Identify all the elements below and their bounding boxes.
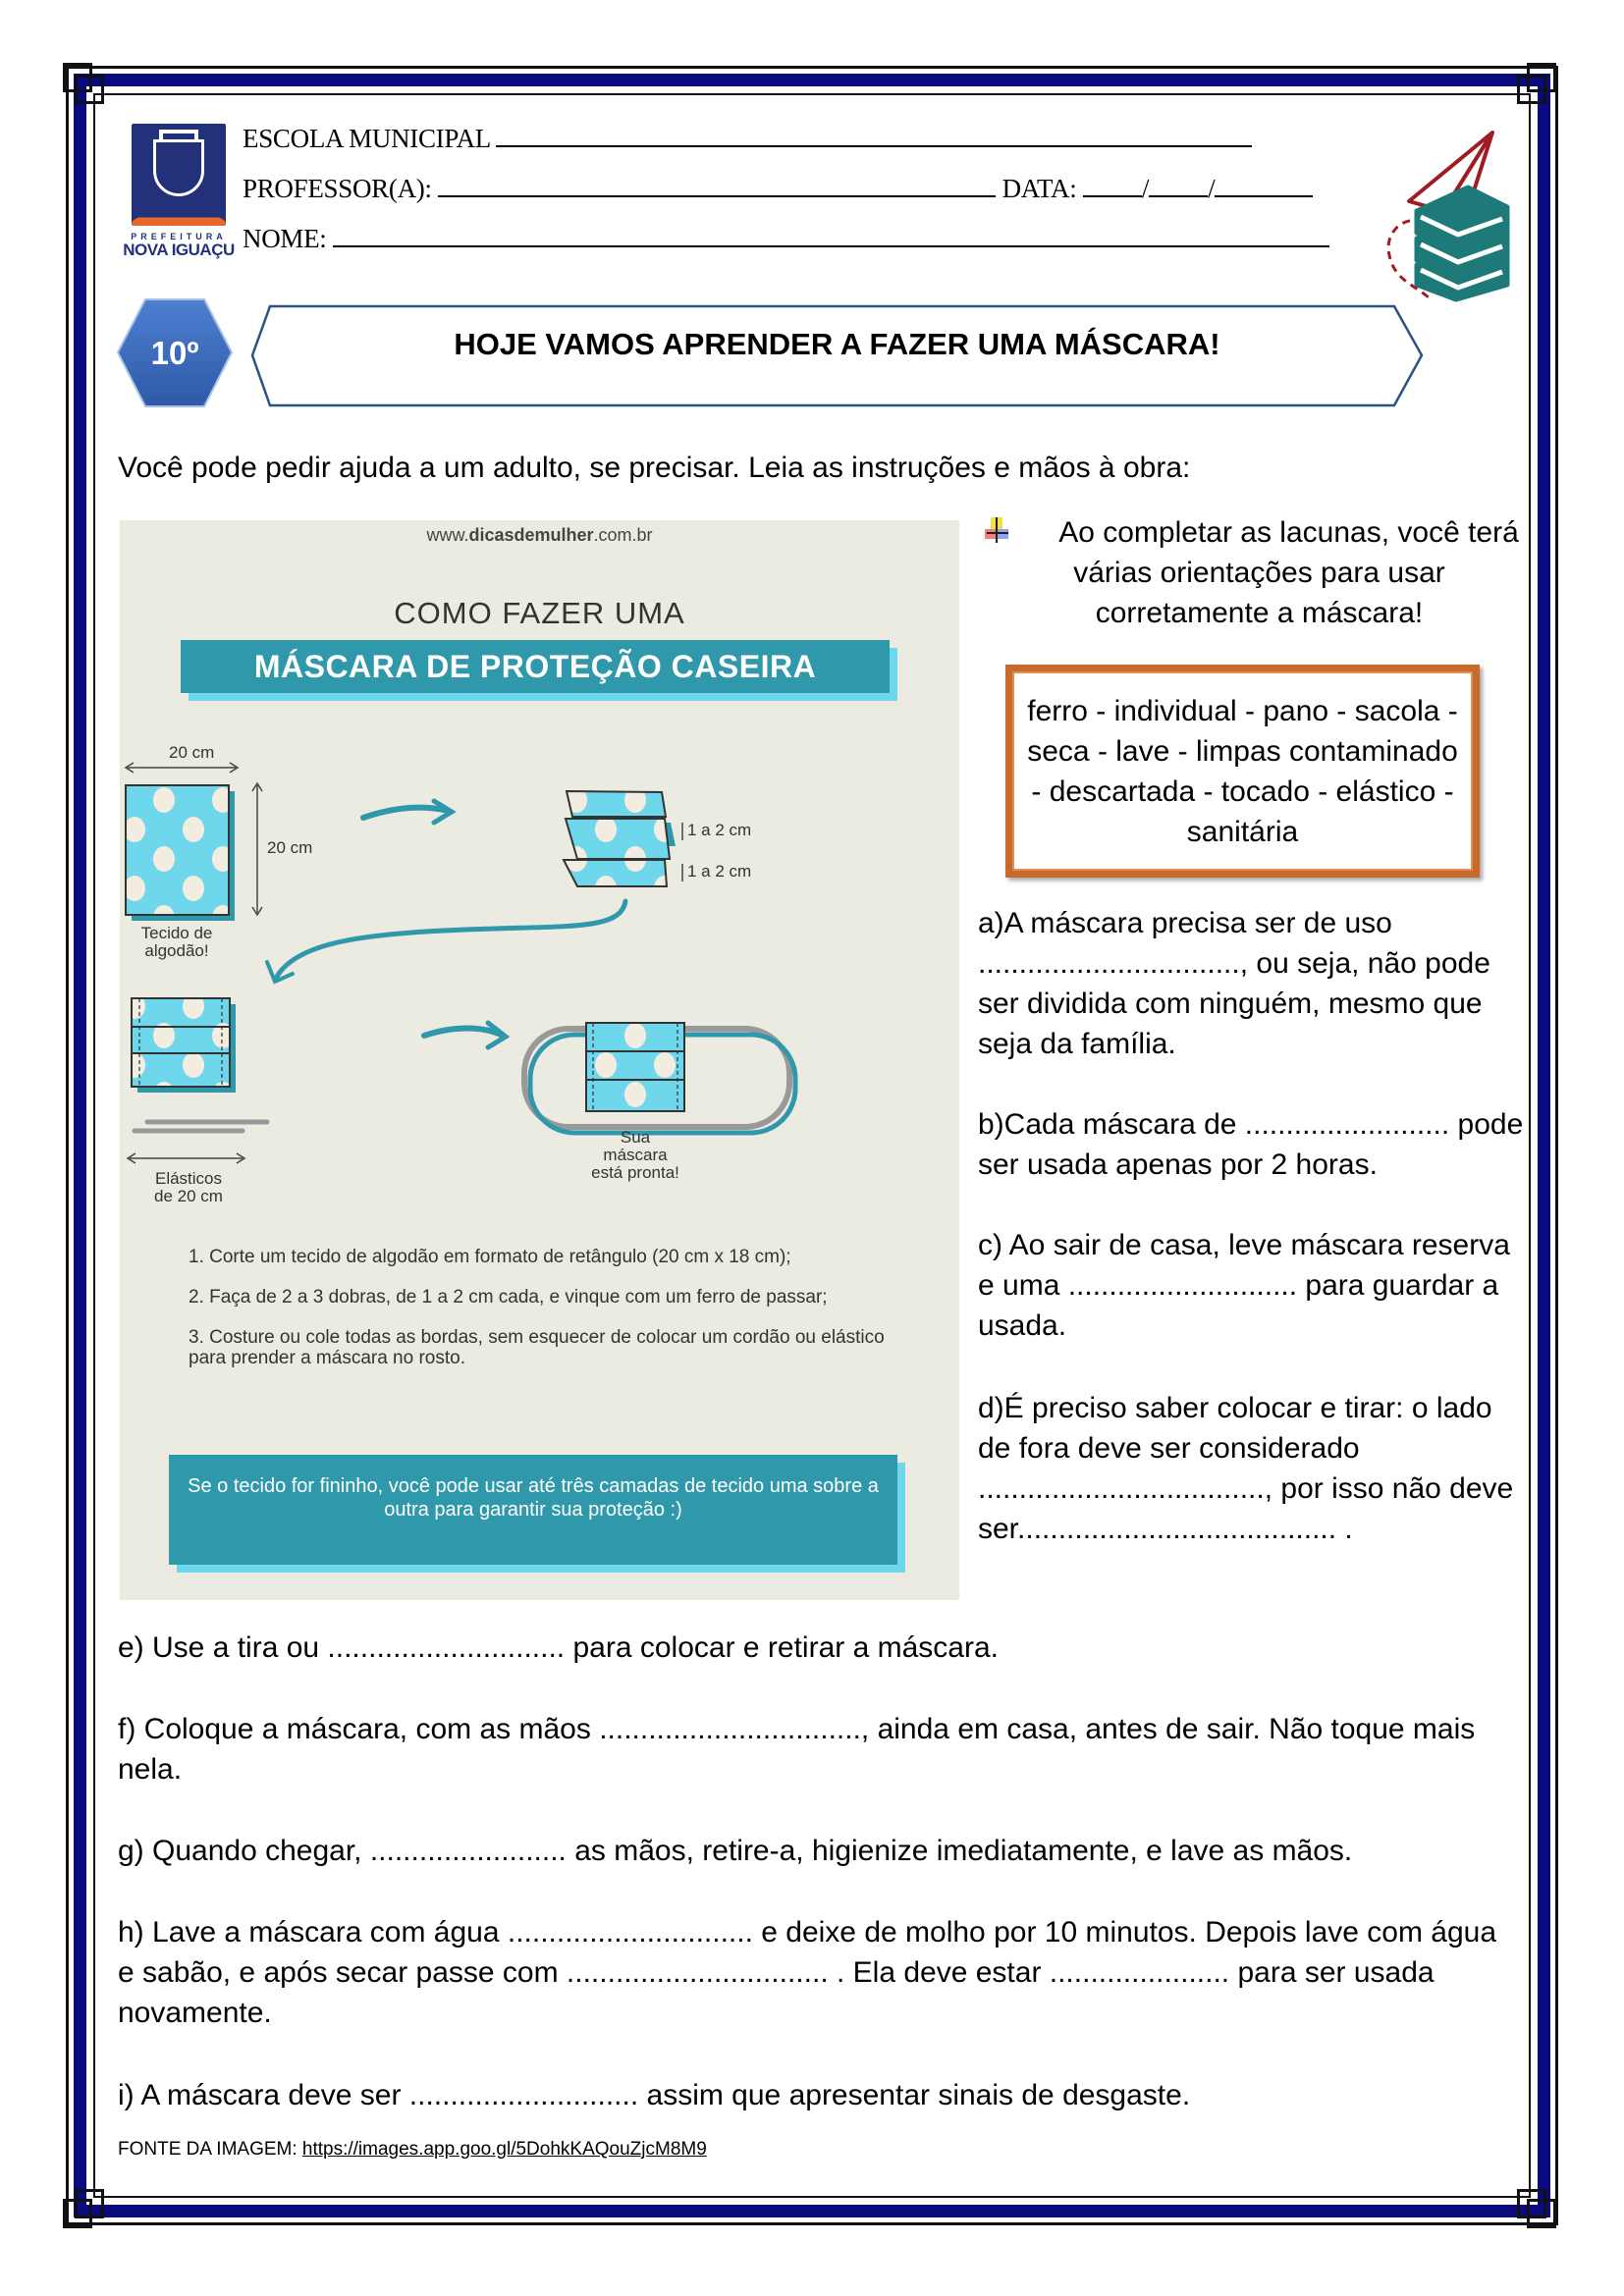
grade-label: 10º [150,334,199,371]
image-source [118,2139,707,2161]
step-2: 2. Faça de 2 a 3 dobras, de 1 a 2 cm cada, e vinque com um ferro de passar; [189,1287,828,1308]
coat-of-arms-icon [132,124,226,226]
logo-city-text: NOVA IGUAÇU [123,240,235,259]
step-3: 3. Costure ou cole todas as bordas, sem esquecer de colocar um cordão ou elástico para prender a máscara no rosto. [189,1327,885,1368]
date-label: DATA: [1001,174,1077,203]
border-corner [75,2189,104,2218]
school-label: ESCOLA MUNICIPAL [243,124,490,153]
infographic-tip: Se o tecido for fininho, você pode usar até três camadas de tecido uma sobre a outra para garantir sua proteção :) [169,1455,897,1565]
name-label: NOME: [243,224,327,253]
mask-infographic [120,520,959,1600]
infographic-url: www.dicasdemulher.com.br [426,525,653,545]
date-day-input[interactable] [1083,176,1142,197]
name-input[interactable] [333,226,1329,247]
intro-text: Você pode pedir ajuda a um adulto, se precisar. Leia as instruções e mãos à obra: [118,452,1191,484]
question-i: i) A máscara deve ser ............................ assim que apresentar sinais de desgaste. [118,2079,1191,2111]
question-g: g) Quando chegar, ........................ as mãos, retire-a, higienize imediatamente, e lave as mãos. [118,1835,1353,1867]
logo-prefeitura-text: PREFEITURA [131,232,227,241]
date-separator: / [1141,174,1150,203]
fold1-label: 1 a 2 cm [687,821,752,839]
word-bank [1005,665,1480,878]
fabric-label: Tecido de algodão! [140,924,213,960]
mask-steps-illustration [120,520,959,1600]
school-input[interactable] [496,126,1252,147]
infographic-title: MÁSCARA DE PROTEÇÃO CASEIRA [181,640,890,693]
infographic-steps [189,1247,895,1388]
fold2-label: 1 a 2 cm [687,862,752,881]
question-e: e) Use a tira ou ............................. para colocar e retirar a máscara. [118,1631,999,1664]
date-year-input[interactable] [1215,176,1313,197]
question-c: c) Ao sair de casa, leve máscara reserva e uma ............................ para guardar a usada. [978,1229,1510,1342]
school-field [243,124,1252,154]
height-label: 20 cm [267,838,313,857]
infographic-subtitle: COMO FAZER UMA [394,596,685,630]
border-corner [1517,2189,1546,2218]
word-bank-text: ferro - individual - pano - sacola - seca - lave - limpas contaminado - descartada - tocado - elástico - sanitária [1027,694,1458,848]
source-label: FONTE DA IMAGEM: [118,2139,302,2160]
teacher-label: PROFESSOR(A): [243,174,432,203]
border-corner [1517,75,1546,104]
elastics-label: Elásticos de 20 cm [154,1169,223,1205]
name-field [243,224,1329,254]
border-corner [75,75,104,104]
question-d: d)É preciso saber colocar e tirar: o lado de fora deve ser considerado ..................................., por isso não deve ser....................................... . [978,1392,1514,1545]
question-b: b)Cada máscara de ......................... pode ser usada apenas por 2 horas. [978,1108,1524,1181]
source-link[interactable]: https://images.app.goo.gl/5DohkKAQouZjcM8M9 [301,2139,707,2160]
page-title: HOJE VAMOS APRENDER A FAZER UMA MÁSCARA! [454,327,1220,361]
date-month-input[interactable] [1149,176,1208,197]
ready-label: Sua máscara está pronta! [591,1128,679,1182]
date-separator: / [1208,174,1216,203]
teacher-date-field [243,174,1313,204]
teacher-input[interactable] [438,176,996,197]
fill-blanks-intro: Ao completar as lacunas, você terá várias orientações para usar corretamente a máscara! [1058,516,1519,629]
question-a: a)A máscara precisa ser de uso ................................, ou seja, não pode ser dividida com ninguém, mesmo que seja da família. [978,907,1490,1060]
question-h: h) Lave a máscara com água .............................. e deixe de molho por 10 minutos. Depois lave com água e sabão, e após secar passe com ................................ . Ela deve estar ...................... para ser usada novamente. [118,1916,1497,2029]
prefeitura-logo [120,124,238,271]
question-f: f) Coloque a máscara, com as mãos ................................, ainda em casa, antes de sair. Não toque mais nela. [118,1713,1476,1786]
width-label: 20 cm [169,743,215,762]
books-paper-plane-icon [1360,123,1517,304]
step-1: 1. Corte um tecido de algodão em formato de retângulo (20 cm x 18 cm); [189,1247,791,1267]
